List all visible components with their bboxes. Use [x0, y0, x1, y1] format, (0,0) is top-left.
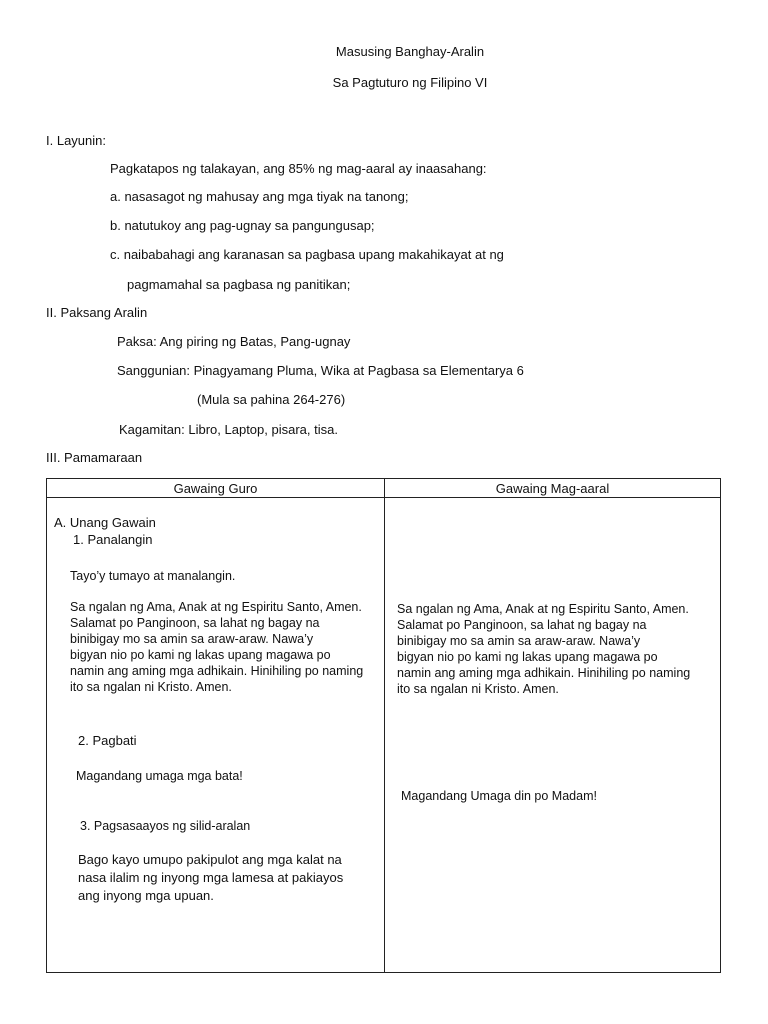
pamamaraan-table: [46, 478, 721, 973]
panalangin: 1. Panalangin: [73, 532, 153, 547]
layunin-intro: Pagkatapos ng talakayan, ang 85% ng mag-aaral ay inaasahang:: [110, 161, 487, 176]
guro-utos: [78, 851, 343, 905]
magaaral-dasal-line: Sa ngalan ng Ama, Anak at ng Espiritu Santo, Amen.: [397, 602, 689, 616]
utos-line: nasa ilalim ng inyong mga lamesa at pakiayos: [78, 870, 344, 885]
document-title: Masusing Banghay-Aralin: [335, 44, 485, 59]
pahina: (Mula sa pahina 264-276): [197, 392, 346, 407]
pagbati: 2. Pagbati: [78, 733, 137, 748]
magaaral-dasal-line: ito sa ngalan ni Kristo. Amen.: [397, 682, 559, 696]
column-header-magaaral: Gawaing Mag-aaral: [495, 481, 610, 496]
guro-dasal-line: binibigay mo sa amin sa araw-araw. Nawa’y: [70, 632, 314, 646]
sanggunian: Sanggunian: Pinagyamang Pluma, Wika at Pagbasa sa Elementarya 6: [117, 363, 524, 378]
utos-line: ang inyong mga upuan.: [78, 888, 214, 903]
guro-dasal: [70, 599, 363, 695]
layunin-heading: I. Layunin:: [46, 133, 106, 148]
tumayo-text: Tayo’y tumayo at manalangin.: [70, 569, 236, 583]
magaaral-dasal-line: bigyan nio po kami ng lakas upang magawa po: [397, 650, 658, 664]
layunin-item-c: c. naibabahagi ang karanasan sa pagbasa upang makahikayat at ng: [110, 247, 504, 262]
guro-dasal-line: Sa ngalan ng Ama, Anak at ng Espiritu Santo, Amen.: [70, 600, 362, 614]
layunin-item-b: b. natutukoy ang pag-ugnay sa pangungusap;: [110, 218, 375, 233]
column-header-guro: Gawaing Guro: [173, 481, 258, 496]
paksa: Paksa: Ang piring ng Batas, Pang-ugnay: [117, 334, 351, 349]
magaaral-dasal-line: Salamat po Panginoon, sa lahat ng bagay na: [397, 618, 647, 632]
pamamaraan-heading: III. Pamamaraan: [46, 450, 143, 465]
kagamitan: Kagamitan: Libro, Laptop, pisara, tisa.: [119, 422, 338, 437]
document-subtitle: Sa Pagtuturo ng Filipino VI: [332, 75, 488, 90]
layunin-item-a: a. nasasagot ng mahusay ang mga tiyak na tanong;: [110, 189, 409, 204]
header-divider: [47, 497, 720, 498]
paksang-aralin-heading: II. Paksang Aralin: [46, 305, 148, 320]
guro-dasal-line: bigyan nio po kami ng lakas upang magawa po: [70, 648, 331, 662]
guro-dasal-line: namin ang aming mga adhikain. Hinihiling po naming: [70, 664, 364, 678]
sagot-bati: Magandang Umaga din po Madam!: [401, 789, 597, 803]
unang-gawain: A. Unang Gawain: [54, 515, 156, 530]
utos-line: Bago kayo umupo pakipulot ang mga kalat na: [78, 852, 342, 867]
guro-dasal-line: Salamat po Panginoon, sa lahat ng bagay na: [70, 616, 320, 630]
magaaral-dasal-line: binibigay mo sa amin sa araw-araw. Nawa’y: [397, 634, 641, 648]
column-divider: [384, 479, 385, 972]
bati-text: Magandang umaga mga bata!: [76, 769, 243, 783]
magaaral-dasal: [397, 601, 690, 697]
guro-dasal-line: ito sa ngalan ni Kristo. Amen.: [70, 680, 232, 694]
pagsasaayos: 3. Pagsasaayos ng silid-aralan: [80, 819, 251, 833]
magaaral-dasal-line: namin ang aming mga adhikain. Hinihiling po naming: [397, 666, 691, 680]
layunin-item-c-cont: pagmamahal sa pagbasa ng panitikan;: [127, 277, 351, 292]
